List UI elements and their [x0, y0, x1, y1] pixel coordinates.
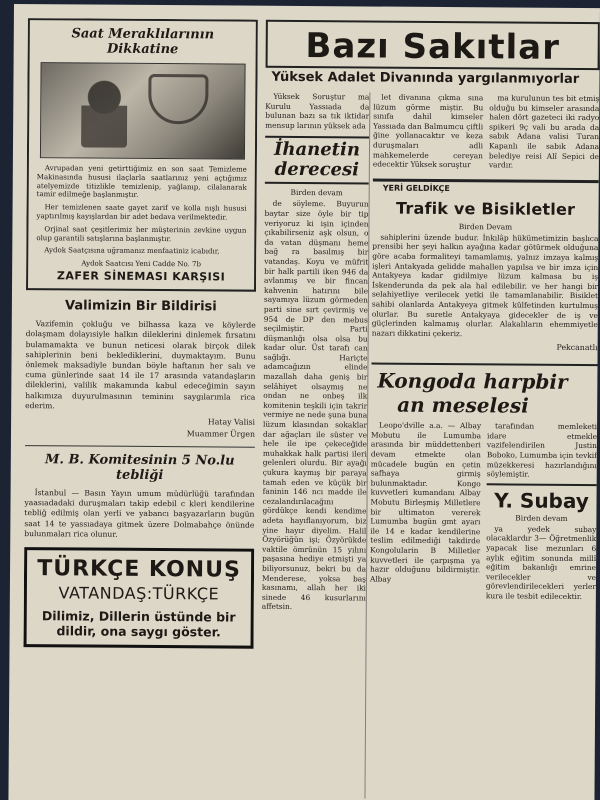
turkce-konus-box — [24, 547, 255, 649]
left-column — [22, 18, 257, 800]
mb-title: M. B. Komitesinin 5 No.lu tebliği — [44, 452, 235, 484]
ad-title: Saat Meraklılarının Dikkatine — [71, 26, 215, 58]
kongo-col1: Leopo'dville a.a. — Albay Mobutu ile Lumumba arasında bir müddettenberi devam etmekte olan mücadele bugün en çetin safhaya girmiş bulunmaktadır. Kongo kuvvetleri kumandanı Albay Mobutu Birleşmiş Milletlere bir ultimaton vererek Lumumba bugün gmt ayarı ile 14 e kadar kendilerine teslim edilmediği takdirde Kongolularin B Milletler kuvvetleri ile çarpışma ya hazır olduğunu bildirmiştir. Albay — [369, 420, 482, 584]
middle-column — [260, 92, 369, 800]
ihanet-body: de söyleme. Buyurun baytar size öyle bir tip veriyoruz ki işin içinden çıkabilirseniz aşk olsun, o da vatan düşmanı heme bağ ra basılmış bir vatandaş. Koyu ve müfrit bir halk partili iken 946 da avlanmış ve bir fincan kahvenin hatırını bile sayamıya lüzum görmeden parti sine sırt çevirmiş ve 954 de DP den mebus seçilmiştir. Parti düşmanlığı olsa olsa bu kadar olur. Üst tarafı can sağlığı. Hariçte adamcağızın elinde mazallah daha geniş bir selâhiyet olsaymış ne ondan ne onbeş ilk komitenin teşkili için takrir vermiye ne nede şuna buna lüzum klasından sokaklar dar ağaçları ile süster ve hele ile ipe çekeceğide muhakkak halk partisi ileri gelenleri olurdu. Bir ayağı çukura kaymış bir paraya tamah eden ve küçük bir faninin 146 ncı madde ile cezalandırılacağını gördükçe kendi kendime adeta hayıflanıyorum, biz yine hayır diyelim. Halil Özyörüğün işi; Özyörükde vaktile ömrünün 15 yılını paşasına hediye etmişti ya biliyorsunuz, bekri bu da Menderese, yoksa baş kasınamı, allah her iki sinede 46 kusurlarını affetsin. — [261, 199, 369, 612]
cleaning-machine-figure — [148, 74, 208, 124]
ihanet-cont: Birden devam — [290, 188, 343, 198]
ad-address: Aydok Saatcısı Yeni Cadde No. 7b — [81, 259, 202, 269]
ysubay-cont: Birden devam — [515, 513, 568, 523]
headline-title: Bazı Sakıtlar — [305, 26, 561, 68]
kongo-body — [370, 421, 597, 605]
kongo-side — [486, 422, 597, 605]
trafik-kicker: YERİ GELDİKÇE — [373, 178, 599, 194]
divider — [25, 445, 255, 448]
watch-advertisement — [26, 18, 258, 292]
ysubay-body: ya yedek subay olacaklardır 3— Öğretmenlik yapacak lise mezunları 6 aylık eğitim sonunda millî eğitim bakanlığı emrine verilecekler ve görevlendirilecekleri yerler kura ile tesbit edilecektir. — [485, 524, 597, 601]
vali-body: Vazifemin çokluğu ve bilhassa kaza ve köylerde dolaşmam dolayısiyle halkın dileklerini dinlemek fırsatını bulamamakta ve bunun neticesi olarak birçok dilek sahiplerinin beni beklediklerini, duymaktayım. Bunu önlemek maksadiyle bundan böyle haftanın her salı ve cuma günlerinde saat 14 ile 17 arasında vatandaşların dileklerini, valilik makamında kabul edeceğimin sayın halkımıza duyurulmasının temininı saygılarımla rica ederim. — [25, 319, 256, 411]
vali-title: Valimizin Bir Bildirisi — [64, 298, 217, 315]
headline-col1: Yüksek Soruştur ma Kurulu Yassıada da bulunan bazı sa tık iktidar mensup larının yüksek ada — [265, 91, 370, 131]
kongo-col2: tarafından memleketi idare etmekle vazifelendirilen Justin Boboko, Lumumba için tevkif müzekkeresi hazırlandığını söylemiştir. — [486, 421, 598, 479]
turkce-slogan: Dilimiz, Dillerin üstünde bir dildir, ona saygı göster. — [41, 608, 236, 640]
main-headline-area — [265, 20, 599, 94]
newspaper-page — [8, 4, 600, 800]
trafik-cont: Birden Devam — [458, 221, 513, 232]
ad-cinema: ZAFER SİNEMASI KARŞISI — [56, 269, 226, 284]
headline-box — [266, 20, 600, 70]
trafik-signature: Pekcanatlı — [556, 343, 598, 353]
trafik-title: Trafik ve Bisikletler — [395, 198, 576, 219]
watchmaker-figure — [81, 77, 127, 147]
headline-continuation — [373, 93, 600, 174]
vali-signature: Hatay Valisi Muammer Ürgen — [186, 417, 256, 439]
mb-body: İstanbul — Basın Yayın umum müdürlüğü tarafından yaasıadadaki duruşmaları takip edebil c kleri kendilerine tebliğ edilmiş olan yerli ve yabancı başyazarların bugün saat 14 te yassıadaya gitmek üzere Dolmabahçe önünde bulunmaları rica olunur. — [24, 488, 255, 539]
headline-subtitle: Yüksek Adalet Divanında yargılanmıyorlar — [271, 69, 580, 87]
headline-col3: ma kurulunun tes bit etmiş olduğu bu kimseler arasında halen dört gazeteci iki radyo spikeri 9ç vali bu arada da sabık Adana valisi Turan Kapanlı ile sabık Adana belediye reisi Alî Sepici de vardır. — [488, 93, 600, 170]
trafik-body: sahiplerini üzende budur. İnkılâp hükümetimizin başlıca prensibi her şeyi halkın ayağına kadar götürmek olduğuna göre acaba formaliteyi tamamlamış, yalnız imzaya kalmış işleri Antakyada gelidde mahallen yapılsa ve bir imza için Antakyeya kadar gidilmiye lüzum kalmasa bu iş İskenderunda da pek ala hal edilebilir. ve her hangi bir selahiyetliye verilecek yetki ile tamamlanabilir. Bisiklet sahibi olanlarda Antakyeya gitmek külfetinden kurtulmuş olurlar. Bu suretle Antakyaya gidecekler de iş ve güçlerinden kalmamış olurlar. Alakalıların ehemmiyetle nazarı dikkatini çekeriz. — [371, 232, 599, 338]
ysubay-title: Y. Subay — [486, 483, 596, 512]
ad-body: Avrupadan yeni getirttiğimiz en son saat Temizleme Makinasında hususi ilaçlarla saatlarınız yeni açtığımız atelyemizde titizlikle temizlenip, yağlanıp, cilalanarak tamir edilmeğe başlanmıştır. Her temizlenen saate gayet zarif ve kolla nışlı hususi yaptırılmış kayışlardan bir adet bedava verilmektedir. Orjinal saat çeşitlerimiz her müşterinin zevkine uygun olup garantili satışlarına başlanmıştır. Aydok Saatçısına uğramanız menfaatiniz icabıdır, — [36, 164, 247, 256]
ihanet-title: İhanetin derecesi — [265, 136, 369, 185]
ad-photo — [39, 62, 245, 159]
kongo-title: Kongoda harpbir an meselesi — [371, 363, 597, 419]
turkce-main: TÜRKÇE KONUŞ — [37, 556, 241, 583]
turkce-sub: VATANDAŞ:TÜRKÇE — [58, 583, 220, 604]
headline-col2: let divanına çıkma sına lüzum görme miştir. Bu sınıfa dahil kimseler Yassıada dan Balmumcu çiftli ğine yollanacaktır ve keza duruşmaları adli mahkemelerde cereyan edecektir Yüksek soruştur — [372, 92, 484, 170]
right-column — [368, 93, 599, 800]
